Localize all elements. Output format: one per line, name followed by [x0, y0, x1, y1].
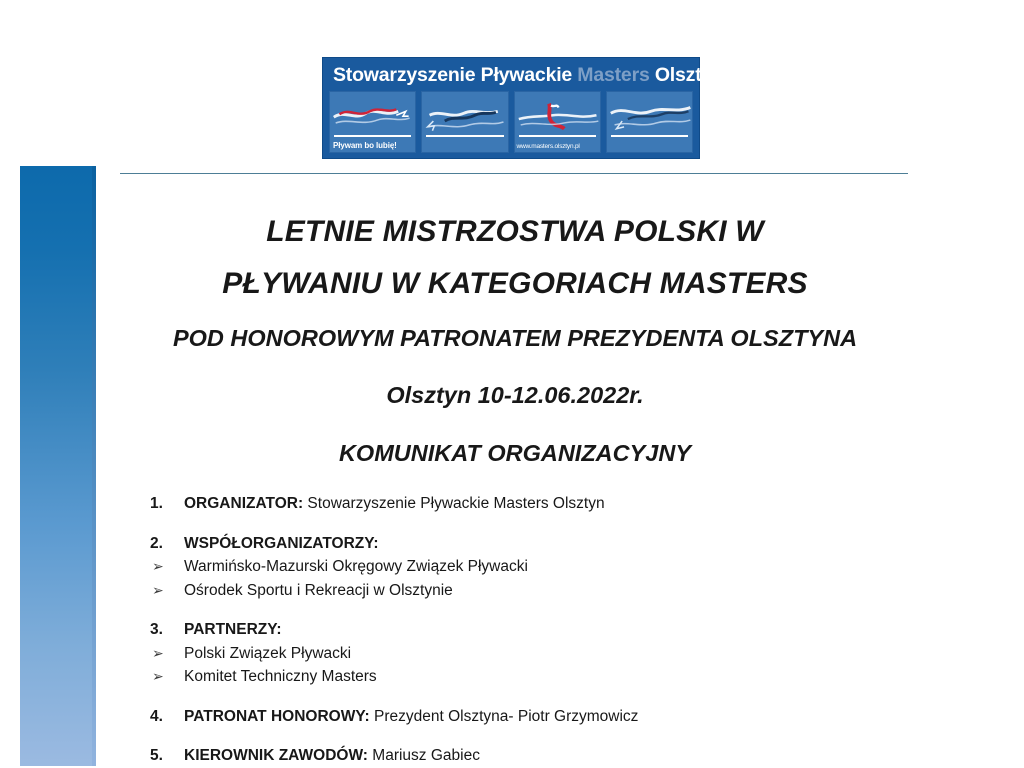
- logo-title-main: Stowarzyszenie Pływackie: [333, 64, 578, 86]
- swimmer-illustration-icon: [607, 92, 692, 152]
- list-sub-item: [150, 665, 910, 689]
- panel-underline-1: [334, 135, 411, 137]
- list-item-number: 4.: [150, 707, 163, 725]
- list-item-value: Stowarzyszenie Pływackie Masters Olsztyn: [303, 495, 605, 512]
- sidebar-gradient-bar: [20, 166, 96, 766]
- list-sub-item-text: Komitet Techniczny Masters: [184, 668, 377, 685]
- list-item: [150, 532, 910, 556]
- list-item: [150, 744, 910, 768]
- arrow-bullet-icon: ➢: [152, 644, 164, 661]
- list-sub-item-text: Polski Związek Pływacki: [184, 644, 352, 662]
- panel-underline-2: [426, 135, 503, 137]
- list-sub-item: [150, 579, 910, 603]
- list-item-number: 3.: [150, 621, 163, 638]
- swimmer-panel-3: [514, 91, 601, 153]
- list-sub-item-text: Warmińsko-Mazurski Okręgowy Związek Pływacki: [184, 558, 528, 575]
- list-item: [150, 618, 910, 642]
- arrow-bullet-icon: ➢: [152, 558, 164, 574]
- list-sub-item: [150, 642, 910, 666]
- list-item-label: WSPÓŁORGANIZATORZY:: [184, 534, 379, 552]
- list-item-label: PARTNERZY:: [184, 621, 282, 638]
- header-divider: [120, 173, 908, 174]
- page-title-line-2: PŁYWANIU W KATEGORIACH MASTERS: [222, 267, 808, 300]
- logo-title-masters: Masters: [577, 64, 650, 86]
- arrow-bullet-icon: ➢: [152, 668, 164, 684]
- list-item-number: 2.: [150, 534, 163, 552]
- patronage-line: POD HONOROWYM PATRONATEM PREZYDENTA OLSZTYNA: [172, 325, 858, 351]
- list-item: [150, 705, 910, 729]
- swimmer-panel-2: [421, 91, 508, 153]
- logo-title-city: Olsztyn: [649, 64, 724, 86]
- list-item-value: Prezydent Olsztyna- Piotr Grzymowicz: [369, 707, 639, 725]
- swimmer-panel-1: [329, 91, 416, 153]
- list-sub-item-text: Ośrodek Sportu i Rekreacji w Olsztynie: [184, 581, 453, 599]
- panel-website-url: www.masters.olsztyn.pl: [516, 143, 580, 150]
- place-and-date: Olsztyn 10-12.06.2022r.: [386, 382, 644, 408]
- panel-underline-4: [611, 135, 688, 137]
- panel-caption-slogan: Pływam bo lubię!: [333, 141, 397, 150]
- list-item-label: PATRONAT HONOROWY:: [184, 707, 370, 725]
- list-item-number: 1.: [150, 495, 163, 512]
- swimmer-panel-4: [606, 91, 693, 153]
- logo-swimmer-panels: [329, 91, 693, 153]
- document-type-heading: KOMUNIKAT ORGANIZACYJNY: [338, 440, 692, 466]
- list-item-number: 5.: [150, 747, 163, 764]
- sidebar-gradient-edge: [92, 166, 96, 766]
- page-title-line-1: LETNIE MISTRZOSTWA POLSKI W: [266, 215, 764, 248]
- panel-underline-3: [519, 135, 596, 137]
- organizational-details-list: [150, 492, 910, 768]
- list-sub-item: [150, 555, 910, 579]
- swimmer-illustration-icon: [422, 92, 507, 152]
- list-item-value: Mariusz Gabiec: [367, 747, 480, 764]
- list-item-label: KIEROWNIK ZAWODÓW:: [184, 747, 368, 764]
- document-heading-block: [120, 206, 910, 482]
- arrow-bullet-icon: ➢: [152, 581, 164, 598]
- logo-title: [329, 62, 724, 88]
- list-item-label: ORGANIZATOR:: [184, 495, 304, 512]
- list-item: [150, 492, 910, 516]
- organization-logo-banner: [322, 57, 724, 159]
